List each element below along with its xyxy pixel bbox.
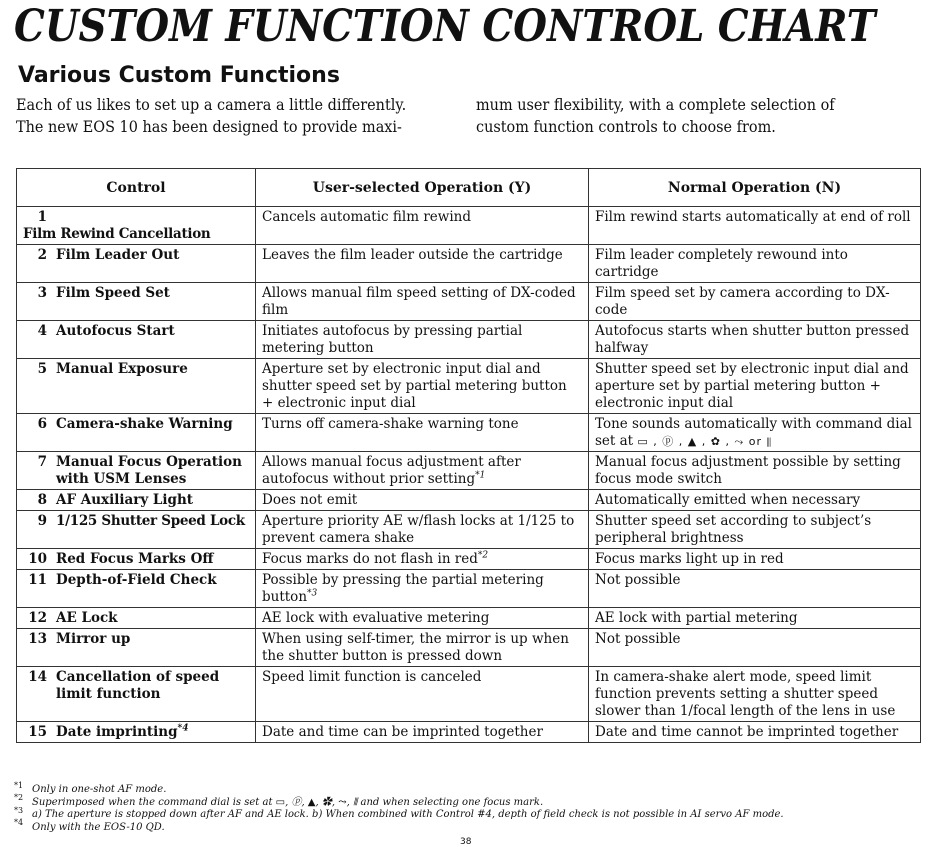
table-row: [17, 321, 921, 359]
control-name: 1/125 Shutter Speed Lock: [56, 513, 245, 529]
normal-operation-cell: Shutter speed set according to subject’s peripheral brightness: [589, 511, 921, 549]
normal-operation-cell: AE lock with partial metering: [589, 608, 921, 629]
table-row: [17, 608, 921, 629]
user-operation-cell: Aperture set by electronic input dial and shutter speed set by partial metering button + electronic input dial: [256, 359, 589, 414]
intro-right-column: [476, 94, 835, 138]
normal-operation-cell: Shutter speed set by electronic input dial and aperture set by partial metering button + electronic input dial: [589, 359, 921, 414]
control-name-text: Date imprinting: [56, 724, 178, 740]
section-subtitle: Various Custom Functions: [18, 63, 340, 88]
control-cell: [17, 321, 256, 359]
row-number: 6: [37, 416, 47, 432]
user-operation-cell: [256, 452, 589, 490]
control-cell: [17, 245, 256, 283]
user-operation-text: Possible by pressing the partial metering button: [262, 572, 544, 605]
control-cell: [17, 452, 256, 490]
user-operation-cell: [256, 570, 589, 608]
table-row: [17, 414, 921, 452]
user-operation-cell: Aperture priority AE w/flash locks at 1/125 to prevent camera shake: [256, 511, 589, 549]
table-row: [17, 667, 921, 722]
control-name: Mirror up: [56, 631, 131, 647]
normal-operation-cell: Not possible: [589, 570, 921, 608]
table-header-row: [17, 169, 921, 207]
table-row: [17, 490, 921, 511]
header-normal-operation: Normal Operation (N): [589, 169, 921, 207]
footnote-text: a) The aperture is stopped down after AF and AE lock. b) When combined with Control #4, depth of field check is not possible in AI servo AF mode.: [32, 809, 784, 820]
user-operation-cell: When using self-timer, the mirror is up when the shutter button is pressed down: [256, 629, 589, 667]
user-operation-text: Allows manual focus adjustment after autofocus without prior setting: [262, 454, 521, 487]
control-cell: [17, 511, 256, 549]
normal-operation-cell: Film speed set by camera according to DX-code: [589, 283, 921, 321]
control-name: Depth-of-Field Check: [56, 572, 217, 588]
control-name: Red Focus Marks Off: [56, 551, 214, 567]
header-user-operation: User-selected Operation (Y): [256, 169, 589, 207]
control-cell: [17, 722, 256, 743]
user-operation-cell: Allows manual film speed setting of DX-coded film: [256, 283, 589, 321]
page-title: CUSTOM FUNCTION CONTROL CHART: [14, 1, 876, 52]
table-row: [17, 207, 921, 245]
row-number: 15: [28, 724, 47, 740]
control-name: Film Leader Out: [56, 247, 180, 263]
control-name: Manual Focus Operation with USM Lenses: [56, 454, 242, 487]
table-row: [17, 245, 921, 283]
normal-operation-text: Tone sounds automatically with command dial set at: [595, 416, 912, 449]
user-operation-cell: [256, 549, 589, 570]
control-cell: [17, 549, 256, 570]
user-operation-cell: AE lock with evaluative metering: [256, 608, 589, 629]
control-cell: [17, 414, 256, 452]
normal-operation-cell: Autofocus starts when shutter button pressed halfway: [589, 321, 921, 359]
row-number: 7: [37, 454, 47, 470]
user-operation-cell: Date and time can be imprinted together: [256, 722, 589, 743]
control-cell: [17, 667, 256, 722]
footnote-text: Only with the EOS-10 QD.: [32, 821, 165, 833]
control-cell: [17, 490, 256, 511]
table-row: [17, 570, 921, 608]
footnote-ref: *3: [307, 588, 318, 599]
page-number: 38: [460, 837, 472, 847]
row-number: 5: [37, 361, 47, 377]
row-number: 13: [28, 631, 47, 647]
row-number: 10: [28, 551, 47, 567]
table-row: [17, 359, 921, 414]
control-cell: [17, 207, 256, 245]
custom-function-table: [16, 168, 921, 743]
control-name: AF Auxiliary Light: [56, 492, 193, 508]
row-number: 14: [28, 669, 47, 685]
control-cell: [17, 608, 256, 629]
row-number: 3: [37, 285, 47, 301]
footnote-ref: *1: [475, 470, 486, 481]
command-dial-symbols: ▭ , ⓟ , ▲ , ✿ , ⤳ or ⦀: [637, 435, 773, 448]
header-control: Control: [17, 169, 256, 207]
row-number: 2: [37, 247, 47, 263]
table-row: [17, 283, 921, 321]
normal-operation-cell: Not possible: [589, 629, 921, 667]
normal-operation-cell: Automatically emitted when necessary: [589, 490, 921, 511]
user-operation-cell: Turns off camera-shake warning tone: [256, 414, 589, 452]
control-name: Film Rewind Cancellation: [23, 226, 211, 242]
user-operation-cell: Speed limit function is canceled: [256, 667, 589, 722]
footnote-ref: *4: [177, 723, 189, 734]
user-operation-cell: Initiates autofocus by pressing partial metering button: [256, 321, 589, 359]
row-number: 11: [28, 572, 47, 588]
footnote: *1 Only in one-shot AF mode.: [14, 780, 167, 795]
normal-operation-cell: Film rewind starts automatically at end of roll: [589, 207, 921, 245]
table-row: [17, 511, 921, 549]
row-number: 12: [28, 610, 47, 626]
footnotes: [14, 780, 784, 834]
footnote-text: Superimposed when the command dial is set at ▭, ⓟ, ▲, ✿, ⤳, ⦀ and when selecting one focus mark.: [32, 796, 544, 808]
control-cell: [17, 629, 256, 667]
intro-line: custom function controls to choose from.: [476, 118, 776, 136]
footnote: *3 a) The aperture is stopped down after AF and AE lock. b) When combined with Control #4, depth of field check is not possible in AI servo AF mode.: [14, 805, 784, 820]
table-row: [17, 629, 921, 667]
normal-operation-cell: Manual focus adjustment possible by setting focus mode switch: [589, 452, 921, 490]
table-row: [17, 549, 921, 570]
normal-operation-cell: Focus marks light up in red: [589, 549, 921, 570]
user-operation-text: Focus marks do not flash in red: [262, 551, 478, 567]
control-name: Manual Exposure: [56, 361, 188, 377]
footnote: *2 Superimposed when the command dial is set at ▭, ⓟ, ▲, ✿, ⤳, ⦀ and when selecting one focus mark.: [14, 793, 544, 808]
normal-operation-cell: In camera-shake alert mode, speed limit function prevents setting a shutter speed slower than 1/focal length of the lens in use: [589, 667, 921, 722]
control-name: Cancellation of speed limit function: [56, 669, 220, 702]
control-name: Camera-shake Warning: [56, 416, 233, 432]
control-name: AE Lock: [56, 610, 118, 626]
row-number: 9: [37, 513, 47, 529]
user-operation-cell: Does not emit: [256, 490, 589, 511]
row-number: 8: [37, 492, 47, 508]
footnote: *4 Only with the EOS-10 QD.: [14, 818, 165, 833]
footnote-text: Only in one-shot AF mode.: [32, 784, 167, 795]
intro-line: mum user flexibility, with a complete selection of: [476, 96, 835, 114]
control-name: Autofocus Start: [56, 323, 175, 339]
control-cell: [17, 359, 256, 414]
user-operation-cell: Leaves the film leader outside the cartridge: [256, 245, 589, 283]
user-operation-cell: Cancels automatic film rewind: [256, 207, 589, 245]
normal-operation-cell: Date and time cannot be imprinted together: [589, 722, 921, 743]
control-cell: [17, 570, 256, 608]
footnote-ref: *2: [477, 550, 489, 561]
table-row: [17, 452, 921, 490]
normal-operation-cell: [589, 414, 921, 452]
row-number: 1: [37, 209, 47, 225]
intro-left-column: [16, 94, 406, 138]
control-name: Film Speed Set: [56, 285, 170, 301]
intro-line: Each of us likes to set up a camera a little differently.: [16, 96, 407, 114]
intro-line: The new EOS 10 has been designed to provide maxi-: [16, 118, 402, 136]
control-cell: [17, 283, 256, 321]
row-number: 4: [37, 323, 47, 339]
control-name: [56, 724, 246, 741]
table-row: [17, 722, 921, 743]
normal-operation-cell: Film leader completely rewound into cartridge: [589, 245, 921, 283]
